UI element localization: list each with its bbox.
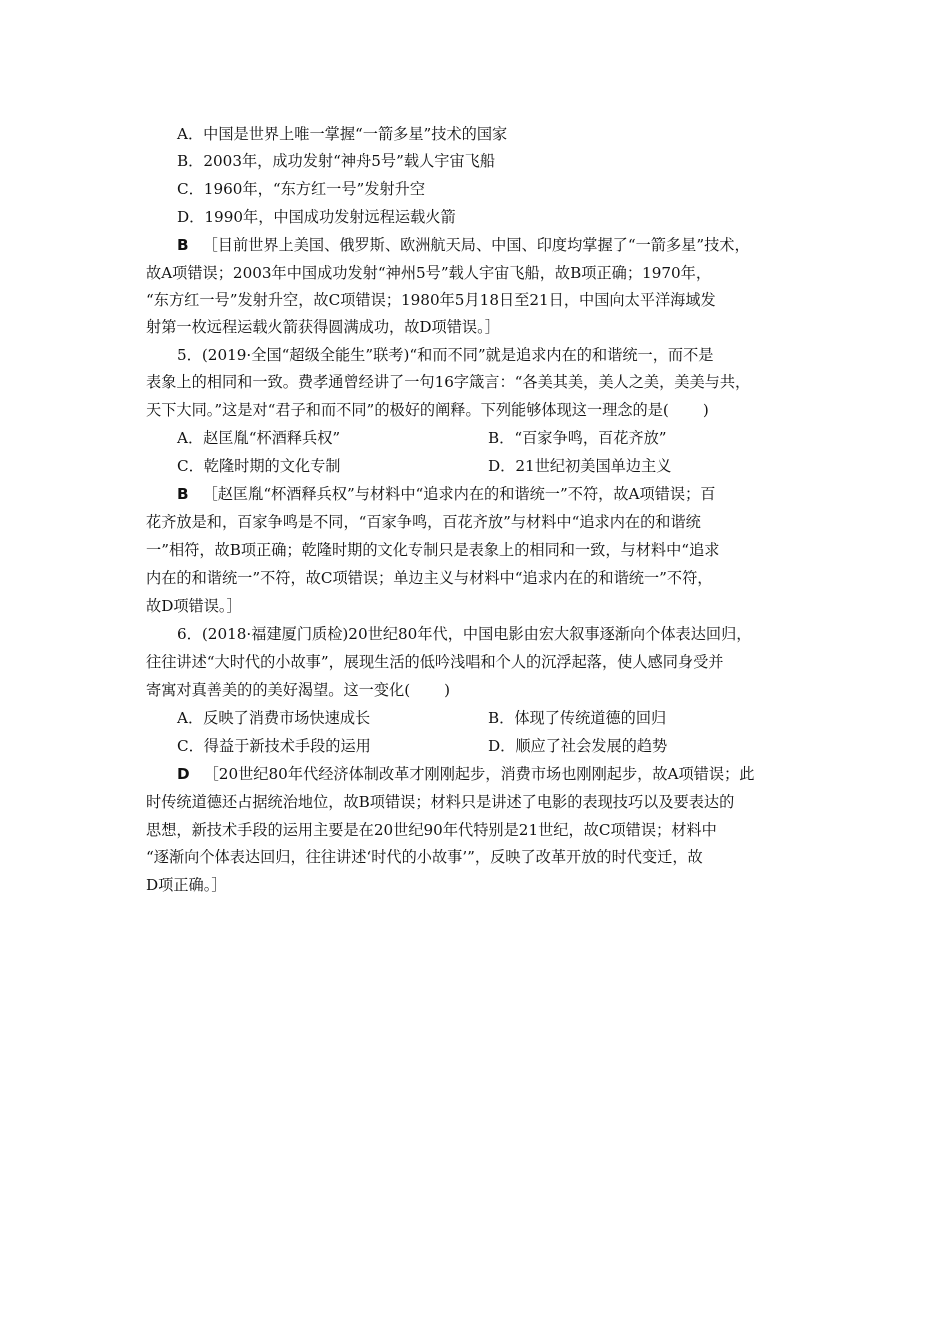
- q4-answer-line: [177, 235, 750, 255]
- q5-explanation-line: 故D项错误。］: [146, 597, 242, 615]
- q5-explanation-line: 内在的和谐统一”不符，故C项错误；单边主义与材料中“追求内在的和谐统一”不符，: [146, 569, 713, 587]
- q5-explanation-line: ［赵匡胤“杯酒释兵权”与材料中“追求内在的和谐统一”不符，故A项错误；百: [202, 485, 716, 503]
- q5-option-c: C．乾隆时期的文化专制: [177, 457, 341, 475]
- q6-stem-line: [146, 680, 450, 700]
- q6-stem-end: ): [444, 681, 451, 699]
- q4-answer-letter: B: [177, 236, 189, 254]
- q5-stem-line: 表象上的相同和一致。费孝通曾经讲了一句16字箴言：“各美其美，美人之美，美美与共，: [146, 373, 751, 391]
- q5-answer-line: [177, 484, 715, 504]
- q4-explanation-line: 射第一枚远程运载火箭获得圆满成功，故D项错误。］: [146, 318, 500, 336]
- q5-stem-line: [146, 400, 709, 420]
- q6-explanation-line: ［20世纪80年代经济体制改革才刚刚起步，消费市场也刚刚起步，故A项错误；此: [203, 765, 755, 783]
- q6-stem-line: 6．(2018·福建厦门质检)20世纪80年代，中国电影由宏大叙事逐渐向个体表达回归，: [177, 625, 752, 643]
- q6-answer-line: [177, 764, 754, 784]
- q4-option-b: B．2003年，成功发射“神舟5号”载人宇宙飞船: [177, 152, 496, 170]
- q6-explanation-line: “逐渐向个体表达回归，往往讲述‘时代的小故事’”，反映了改革开放的时代变迁，故: [146, 848, 703, 866]
- q5-stem-line: 5．(2019·全国“超级全能生”联考)“和而不同”就是追求内在的和谐统一，而不是: [177, 346, 714, 364]
- q6-explanation-line: 思想，新技术手段的运用主要是在20世纪90年代特别是21世纪，故C项错误；材料中: [146, 821, 717, 839]
- q6-option-b: B．体现了传统道德的回归: [488, 709, 667, 727]
- q6-option-c: C．得益于新技术手段的运用: [177, 737, 371, 755]
- q5-explanation-line: 一”相符，故B项正确；乾隆时期的文化专制只是表象上的相同和一致，与材料中“追求: [146, 541, 720, 559]
- q6-stem-line: 往往讲述“大时代的小故事”，展现生活的低吟浅唱和个人的沉浮起落，使人感同身受并: [146, 653, 724, 671]
- q6-option-a: A．反映了消费市场快速成长: [177, 709, 371, 727]
- q5-option-d: D．21世纪初美国单边主义: [488, 457, 672, 475]
- q4-explanation-line: ［目前世界上美国、俄罗斯、欧洲航天局、中国、印度均掌握了“一箭多星”技术，: [202, 236, 750, 254]
- q5-option-b: B．“百家争鸣，百花齐放”: [488, 429, 667, 447]
- q5-stem-text: 天下大同。”这是对“君子和而不同”的极好的阐释。下列能够体现这一理念的是(: [146, 401, 669, 419]
- q4-option-d: D．1990年，中国成功发射远程运载火箭: [177, 208, 456, 226]
- q5-answer-letter: B: [177, 485, 189, 503]
- q6-explanation-line: 时传统道德还占据统治地位，故B项错误；材料只是讲述了电影的表现技巧以及要表达的: [146, 793, 735, 811]
- q4-option-c: C．1960年，“东方红一号”发射升空: [177, 180, 426, 198]
- q5-stem-end: ): [702, 401, 709, 419]
- q4-explanation-line: 故A项错误；2003年中国成功发射“神州5号”载人宇宙飞船，故B项正确；1970年，: [146, 264, 712, 282]
- q6-explanation-line: D项正确。］: [146, 876, 227, 894]
- q4-explanation-line: “东方红一号”发射升空，故C项错误；1980年5月18日至21日，中国向太平洋海域发: [146, 291, 716, 309]
- q4-option-a: A．中国是世界上唯一掌握“一箭多星”技术的国家: [177, 125, 508, 143]
- q6-answer-letter: D: [177, 765, 190, 783]
- q5-explanation-line: 花齐放是和，百家争鸣是不同，“百家争鸣，百花齐放”与材料中“追求内在的和谐统: [146, 513, 701, 531]
- q5-option-a: A．赵匡胤“杯酒释兵权”: [177, 429, 341, 447]
- q6-option-d: D．顺应了社会发展的趋势: [488, 737, 668, 755]
- q6-stem-text: 寄寓对真善美的的美好渴望。这一变化(: [146, 681, 411, 699]
